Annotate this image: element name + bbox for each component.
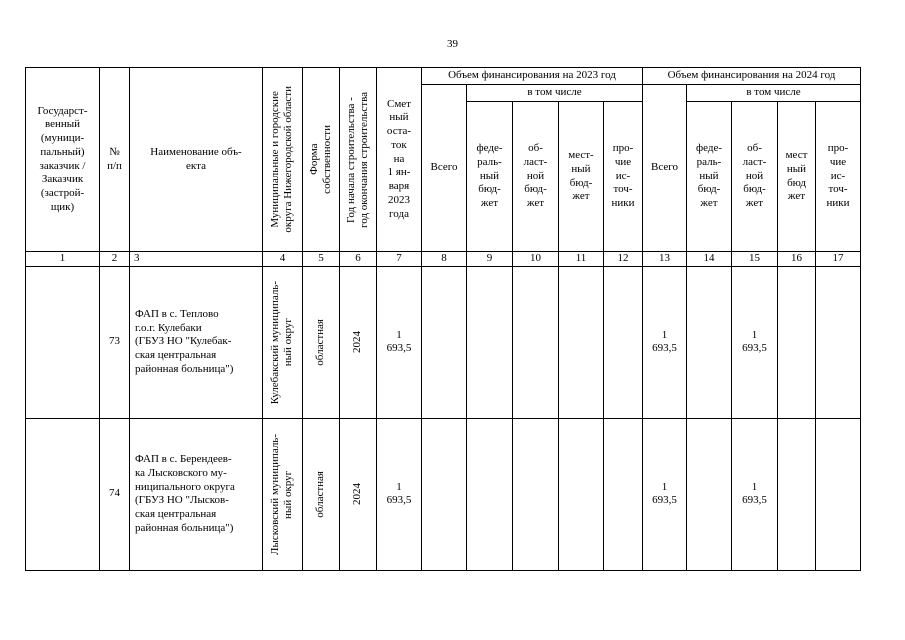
header-financing-2023: Объем финансирования на 2023 год: [422, 68, 643, 85]
column-number: 8: [422, 252, 467, 267]
header-local-2024: мест ный бюд жет: [778, 102, 816, 252]
header-district: Муниципальные и городские округа Нижегородской области: [269, 86, 295, 233]
federal-2023: [467, 418, 513, 570]
local-2024: [778, 418, 816, 570]
federal-2023: [467, 266, 513, 418]
district-name: Кулебакский муниципаль- ный округ: [269, 280, 295, 404]
federal-2024: [687, 418, 732, 570]
header-total-2024: Всего: [643, 85, 687, 252]
column-number: 1: [26, 252, 100, 267]
estimate-balance: 1 693,5: [377, 418, 422, 570]
federal-2024: [687, 266, 732, 418]
header-other-2024: про- чие ис- точ- ники: [816, 102, 861, 252]
header-ownership-cell: [303, 68, 340, 252]
header-federal-2024: феде- раль- ный бюд- жет: [687, 102, 732, 252]
other-2023: [604, 418, 643, 570]
regional-2024: 1 693,5: [732, 418, 778, 570]
column-number: 2: [100, 252, 130, 267]
header-object-name: Наименование объ- екта: [130, 68, 263, 252]
column-number: 3: [130, 252, 263, 267]
column-number: 11: [559, 252, 604, 267]
local-2024: [778, 266, 816, 418]
header-total-2023: Всего: [422, 85, 467, 252]
header-estimate: Смет ный оста- ток на 1 ян- варя 2023 года: [377, 68, 422, 252]
column-number: 6: [340, 252, 377, 267]
construction-year: 2024: [351, 331, 364, 354]
ownership-cell: [303, 418, 340, 570]
column-number: 7: [377, 252, 422, 267]
page-number: 39: [447, 38, 458, 50]
column-number-row: [26, 252, 861, 267]
column-number: 12: [604, 252, 643, 267]
column-number: 16: [778, 252, 816, 267]
column-number: 14: [687, 252, 732, 267]
column-number: 9: [467, 252, 513, 267]
object-name: ФАП в с. Теплово г.о.г. Кулебаки (ГБУЗ НО "Кулебак- ская центральная районная больница"): [130, 266, 263, 418]
customer-cell: [26, 418, 100, 570]
district-cell: [263, 418, 303, 570]
year-cell: [340, 418, 377, 570]
column-number: 13: [643, 252, 687, 267]
local-2023: [559, 266, 604, 418]
table-row: [26, 418, 861, 570]
year-cell: [340, 266, 377, 418]
regional-2023: [513, 418, 559, 570]
column-number: 4: [263, 252, 303, 267]
district-cell: [263, 266, 303, 418]
total-2023: [422, 418, 467, 570]
other-2024: [816, 266, 861, 418]
header-index: № п/п: [100, 68, 130, 252]
total-2024: 1 693,5: [643, 418, 687, 570]
column-number: 5: [303, 252, 340, 267]
header-years-cell: [340, 68, 377, 252]
row-index: 74: [100, 418, 130, 570]
column-number: 17: [816, 252, 861, 267]
column-number: 10: [513, 252, 559, 267]
table-row: [26, 266, 861, 418]
header-local-2023: мест- ный бюд- жет: [559, 102, 604, 252]
district-name: Лысковский муниципаль- ный округ: [269, 433, 295, 555]
regional-2023: [513, 266, 559, 418]
financing-table: [25, 67, 861, 571]
customer-cell: [26, 266, 100, 418]
header-customer: Государст- венный (муници- пальный) заказчик / Заказчик (застрой- щик): [26, 68, 100, 252]
construction-year: 2024: [351, 483, 364, 506]
header-including-2023: в том числе: [467, 85, 643, 102]
ownership-cell: [303, 266, 340, 418]
local-2023: [559, 418, 604, 570]
column-number: 15: [732, 252, 778, 267]
object-name: ФАП в с. Берендеев- ка Лысковского му- ниципального округа (ГБУЗ НО "Лысков- ская центральная районная больница"): [130, 418, 263, 570]
header-regional-2023: об- ласт- ной бюд- жет: [513, 102, 559, 252]
ownership-form: областная: [314, 470, 327, 518]
header-financing-2024: Объем финансирования на 2024 год: [643, 68, 861, 85]
total-2024: 1 693,5: [643, 266, 687, 418]
other-2024: [816, 418, 861, 570]
header-years: Год начала строительства - год окончания строительства: [344, 91, 370, 228]
header-regional-2024: об- ласт- ной бюд- жет: [732, 102, 778, 252]
other-2023: [604, 266, 643, 418]
row-index: 73: [100, 266, 130, 418]
ownership-form: областная: [314, 318, 327, 366]
header-district-cell: [263, 68, 303, 252]
total-2023: [422, 266, 467, 418]
estimate-balance: 1 693,5: [377, 266, 422, 418]
header-other-2023: про- чие ис- точ- ники: [604, 102, 643, 252]
header-federal-2023: феде- раль- ный бюд- жет: [467, 102, 513, 252]
header-ownership: Форма собственности: [307, 125, 333, 194]
regional-2024: 1 693,5: [732, 266, 778, 418]
header-including-2024: в том числе: [687, 85, 861, 102]
